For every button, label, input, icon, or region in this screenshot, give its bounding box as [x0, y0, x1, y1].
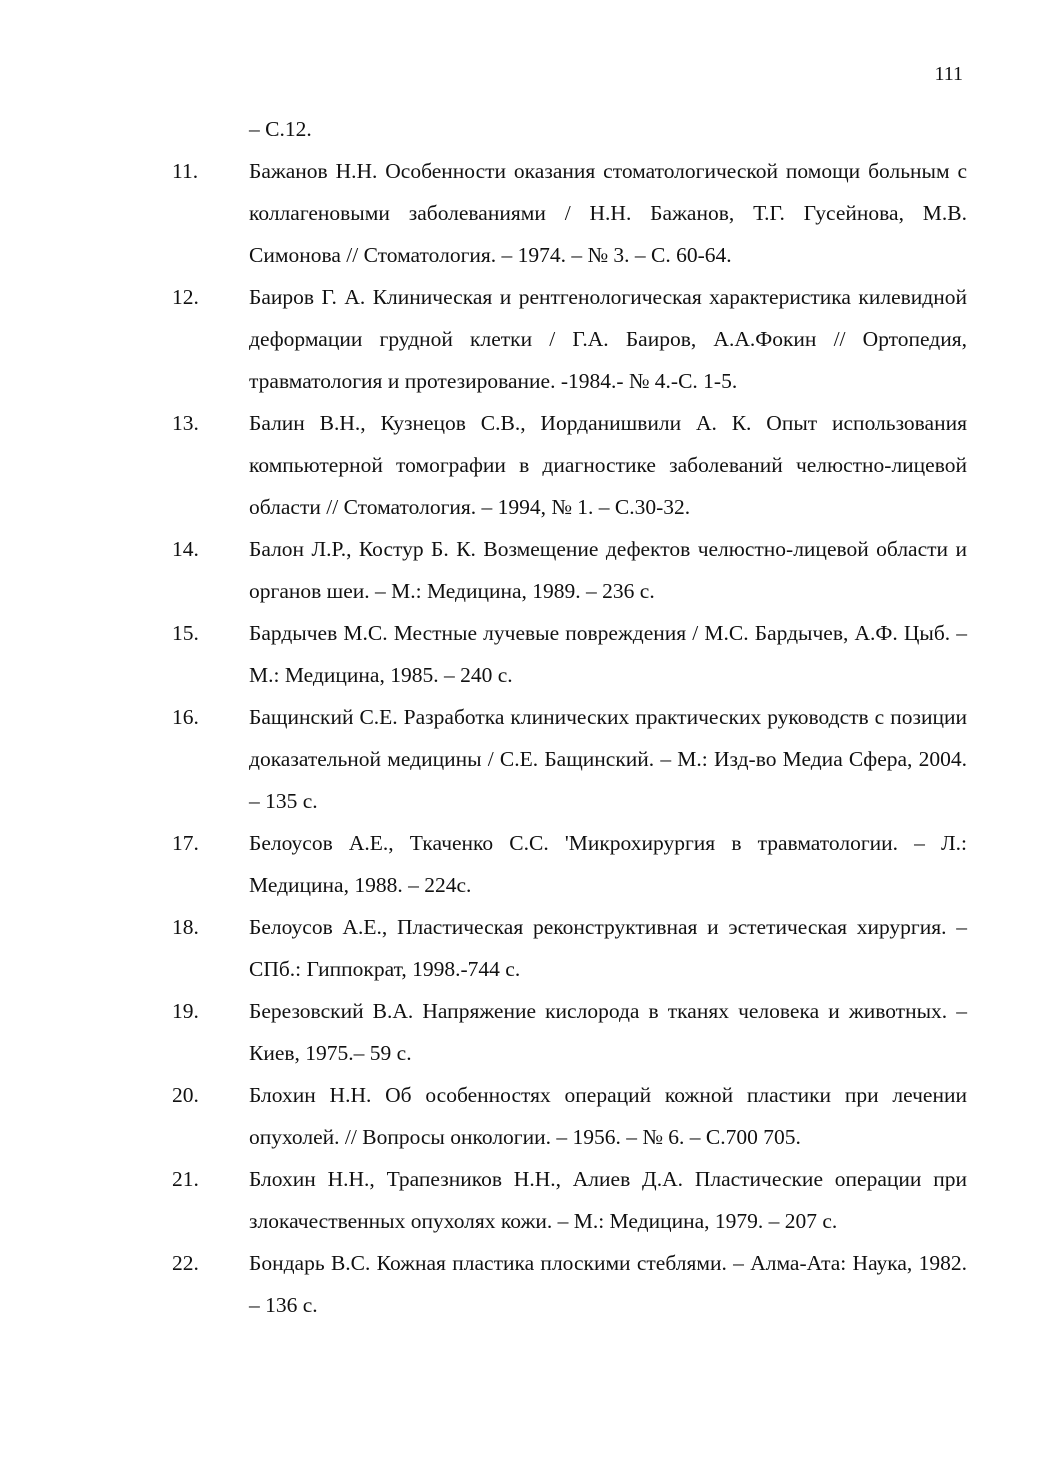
reference-number: 11. [172, 159, 199, 183]
reference-text: Бондарь В.С. Кожная пластика плоскими стеблями. – Алма-Ата: Наука, 1982. – 136 с. [249, 1251, 967, 1317]
reference-number: 13. [172, 411, 199, 435]
reference-continuation-text: – С.12. [249, 117, 312, 141]
reference-text: Белоусов А.Е., Ткаченко С.С. 'Микрохирургия в травматологии. – Л.: Медицина, 1988. – 224с. [249, 831, 967, 897]
reference-text: Балин В.Н., Кузнецов С.В., Иорданишвили А. К. Опыт использования компьютерной томографии в диагностике заболеваний челюстно-лицевой области // Стоматология. – 1994, № 1. – С.30-32. [249, 411, 967, 519]
reference-continuation [172, 108, 967, 150]
reference-item [172, 1242, 967, 1326]
reference-number: 16. [172, 705, 199, 729]
reference-text: Балон Л.Р., Костур Б. К. Возмещение дефектов челюстно-лицевой области и органов шеи. – М.: Медицина, 1989. – 236 с. [249, 537, 967, 603]
reference-text: Бащинский С.Е. Разработка клинических практических руководств с позиции доказательной медицины / С.Е. Бащинский. – М.: Изд-во Медиа Сфера, 2004. – 135 с. [249, 705, 967, 813]
reference-number: 18. [172, 915, 199, 939]
reference-item [172, 1074, 967, 1158]
reference-text: Бардычев М.С. Местные лучевые повреждения / М.С. Бардычев, А.Ф. Цыб. – М.: Медицина, 1985. – 240 с. [249, 621, 967, 687]
reference-number: 17. [172, 831, 199, 855]
reference-text: Блохин Н.Н. Об особенностях операций кожной пластики при лечении опухолей. // Вопросы онкологии. – 1956. – № 6. – С.700 705. [249, 1083, 967, 1149]
reference-text: Баиров Г. А. Клиническая и рентгенологическая характеристика килевидной деформации грудной клетки / Г.А. Баиров, А.А.Фокин // Ортопедия, травматология и протезирование. -1984.- № 4.-С. 1-5. [249, 285, 967, 393]
reference-item [172, 612, 967, 696]
reference-number: 14. [172, 537, 199, 561]
reference-number: 15. [172, 621, 199, 645]
reference-text: Березовский В.А. Напряжение кислорода в тканях человека и животных. – Киев, 1975.– 59 с. [249, 999, 967, 1065]
reference-item [172, 402, 967, 528]
reference-number: 20. [172, 1083, 199, 1107]
reference-list [172, 108, 967, 1326]
reference-number: 12. [172, 285, 199, 309]
reference-text: Белоусов А.Е., Пластическая реконструктивная и эстетическая хирургия. – СПб.: Гиппократ, 1998.-744 с. [249, 915, 967, 981]
reference-item [172, 822, 967, 906]
reference-number: 19. [172, 999, 199, 1023]
reference-item [172, 528, 967, 612]
reference-item [172, 150, 967, 276]
reference-item [172, 906, 967, 990]
reference-number: 22. [172, 1251, 199, 1275]
reference-item [172, 990, 967, 1074]
reference-item [172, 276, 967, 402]
reference-number: 21. [172, 1167, 199, 1191]
reference-item [172, 696, 967, 822]
page-number: 111 [934, 63, 963, 85]
reference-text: Бажанов Н.Н. Особенности оказания стоматологической помощи больным с коллагеновыми заболеваниями / Н.Н. Бажанов, Т.Г. Гусейнова, М.В. Симонова // Стоматология. – 1974. – № 3. – С. 60-64. [249, 159, 967, 267]
reference-number-placeholder [172, 108, 249, 150]
reference-text: Блохин Н.Н., Трапезников Н.Н., Алиев Д.А. Пластические операции при злокачественных опухолях кожи. – М.: Медицина, 1979. – 207 с. [249, 1167, 967, 1233]
reference-item [172, 1158, 967, 1242]
